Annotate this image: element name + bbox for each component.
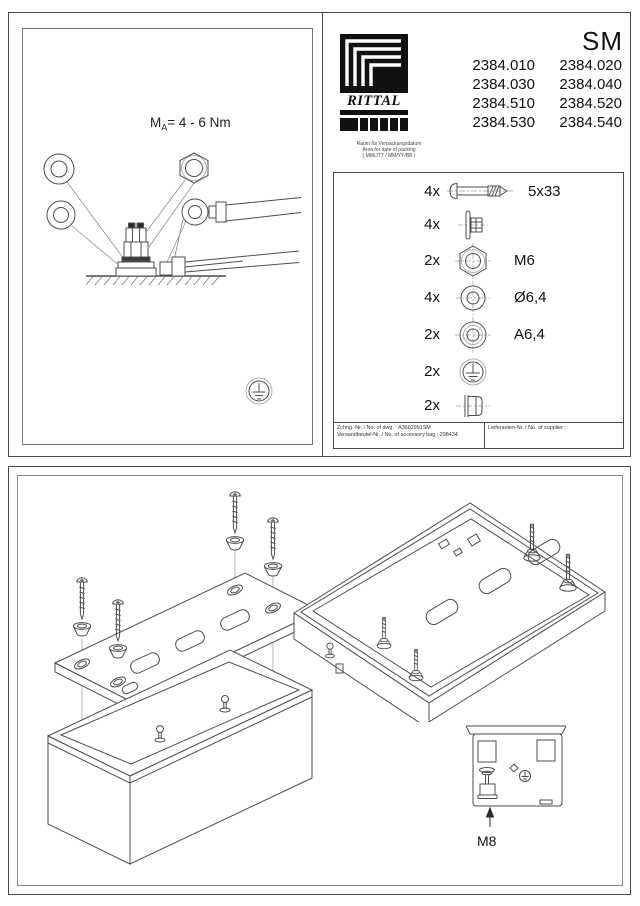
accessory-bag-number: Versandbeutel-Nr. / No. of accessory bag : 298434 bbox=[337, 432, 458, 438]
part-qty: 2x bbox=[424, 252, 440, 269]
torque-spec-label bbox=[150, 115, 231, 133]
parts-row-earthing-washer bbox=[334, 354, 623, 390]
assembled-view-right bbox=[292, 492, 622, 722]
packing-note-en: Area for date of packing bbox=[362, 147, 416, 153]
detail-view-m8 bbox=[448, 710, 613, 840]
screw-5x33-icon bbox=[440, 181, 520, 201]
washer-callout-2 bbox=[47, 201, 75, 229]
packing-date-note bbox=[333, 141, 445, 159]
title-block bbox=[334, 422, 623, 448]
detail-earth-symbol bbox=[510, 764, 530, 781]
ring-terminal-callout bbox=[182, 198, 301, 226]
part-qty: 4x bbox=[424, 216, 440, 233]
packing-note-de: Raum für Verpackungsdatum bbox=[356, 141, 422, 147]
parts-row-contact-washer bbox=[334, 316, 623, 354]
model-number: 2384.540 bbox=[559, 114, 622, 131]
earth-bolt-assembly bbox=[116, 223, 299, 276]
parts-row-nut bbox=[334, 242, 623, 280]
rittal-logo-motif-icon bbox=[340, 34, 408, 93]
part-label: A6,4 bbox=[514, 326, 545, 343]
rittal-logo-bar bbox=[340, 118, 408, 131]
hex-nut-icon bbox=[440, 242, 506, 280]
drawing-number: Zchng.-Nr. / No. of dwg. : A3602991SM bbox=[337, 425, 431, 431]
supplier-number: Lieferanten-Nr. / No. of supplier : bbox=[488, 425, 566, 431]
detail-earth-stud bbox=[478, 768, 497, 799]
torque-panel bbox=[22, 28, 313, 445]
washer-callout-1 bbox=[44, 154, 74, 184]
earth-symbol bbox=[246, 378, 272, 404]
part-qty: 2x bbox=[424, 363, 440, 380]
part-qty: 2x bbox=[424, 397, 440, 415]
rittal-logo bbox=[340, 34, 408, 131]
vertical-divider bbox=[322, 12, 323, 456]
m8-arrow bbox=[487, 808, 494, 827]
parts-row-cap-nut bbox=[334, 390, 623, 423]
part-qty: 4x bbox=[424, 289, 440, 306]
product-code: SM bbox=[582, 26, 623, 56]
model-number: 2384.520 bbox=[559, 95, 622, 112]
earthing-washer-icon bbox=[440, 354, 506, 390]
part-qty: 4x bbox=[424, 182, 440, 200]
torque-m: M bbox=[150, 115, 162, 130]
rittal-wordmark: RITTAL bbox=[340, 93, 408, 112]
packing-note-format: ( MM/JTT / MM/YY/BB ) bbox=[362, 153, 416, 159]
parts-table-rows bbox=[334, 173, 623, 422]
tray-rim bbox=[294, 503, 605, 722]
part-label: Ø6,4 bbox=[514, 289, 547, 306]
thread-size-label: M8 bbox=[477, 833, 497, 849]
parts-row-washer bbox=[334, 280, 623, 316]
part-label: M6 bbox=[514, 252, 535, 269]
torque-sub: A bbox=[161, 122, 168, 133]
contact-washer-icon bbox=[440, 316, 506, 354]
title-block-left bbox=[334, 423, 485, 448]
flat-washer-icon bbox=[440, 280, 506, 316]
cap-nut-icon bbox=[440, 391, 506, 421]
hex-nut-callout bbox=[180, 153, 208, 183]
parts-row-screw bbox=[334, 175, 623, 208]
mounting-plate-section bbox=[86, 276, 226, 285]
model-number: 2384.530 bbox=[472, 114, 535, 131]
model-number: 2384.030 bbox=[472, 76, 535, 93]
model-number: 2384.010 bbox=[472, 57, 535, 74]
torque-value: = 4 - 6 Nm bbox=[167, 115, 231, 130]
torque-diagram bbox=[23, 29, 312, 444]
parts-row-clip bbox=[334, 208, 623, 242]
model-number-list bbox=[462, 57, 622, 131]
part-qty: 2x bbox=[424, 326, 440, 343]
model-number: 2384.040 bbox=[559, 76, 622, 93]
model-number: 2384.020 bbox=[559, 57, 622, 74]
part-label: 5x33 bbox=[528, 182, 561, 200]
parts-table bbox=[333, 172, 624, 449]
model-number: 2384.510 bbox=[472, 95, 535, 112]
clip-fastener-icon bbox=[440, 208, 506, 242]
